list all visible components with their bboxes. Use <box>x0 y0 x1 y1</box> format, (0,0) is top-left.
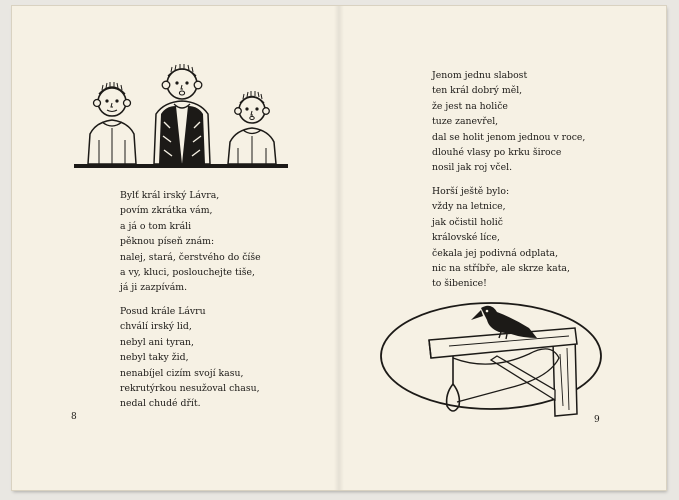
left-stanza-1 <box>120 188 261 296</box>
three-boys-illustration <box>72 56 292 176</box>
verse-line: Horší ještě bylo: <box>432 186 510 197</box>
verse-line: pěknou píseň znám: <box>120 236 215 248</box>
verse-line: Posud krále Lávru <box>120 306 206 317</box>
raven-gallows-illustration <box>379 298 609 418</box>
verse-line: že jest na holiče <box>432 100 508 112</box>
verse-line: dlouhé vlasy po krku široce <box>432 147 562 159</box>
verse-line: jak očistil holič <box>432 216 503 228</box>
verse-line: Bylť král irský Lávra, <box>120 190 220 201</box>
verse-line: vždy na letnice, <box>432 201 506 213</box>
right-page <box>339 6 666 490</box>
verse-line: čekala jej podivná odplata, <box>432 247 559 259</box>
verse-line: dal se holit jenom jednou v roce, <box>432 131 586 143</box>
right-boy-figure <box>228 91 276 164</box>
verse-line: a vy, kluci, poslouchejte tiše, <box>120 267 255 279</box>
verse-line: nic na stříbře, ale skrze kata, <box>432 263 570 275</box>
right-stanza-2 <box>432 184 570 292</box>
right-stanza-1 <box>432 68 585 176</box>
verse-line: to šibenice! <box>432 278 487 290</box>
verse-line: ten král dobrý měl, <box>432 85 523 97</box>
verse-line: nenabíjel cizím svojí kasu, <box>120 367 244 379</box>
verse-line: nedal chudé dřít. <box>120 398 201 410</box>
page-number-right: 9 <box>594 415 600 425</box>
page-number-left: 8 <box>71 412 77 422</box>
left-stanza-2 <box>120 304 260 412</box>
verse-line: Jenom jednu slabost <box>432 70 528 81</box>
verse-line: nebyl ani tyran, <box>120 336 194 348</box>
book-gutter <box>334 6 344 490</box>
verse-line: chválí irský lid, <box>120 321 192 333</box>
verse-line: já ji zazpívám. <box>120 282 188 294</box>
left-boy-figure <box>88 82 136 164</box>
middle-boy-figure <box>154 64 210 164</box>
left-page <box>12 6 339 490</box>
verse-line: tuze zanevřel, <box>432 116 499 128</box>
verse-line: královské líce, <box>432 232 500 244</box>
verse-line: rekrutýrkou nesužoval chasu, <box>120 383 260 395</box>
verse-line: nalej, stará, čerstvého do číše <box>120 251 261 263</box>
verse-line: a já o tom králi <box>120 220 192 232</box>
verse-line: nosil jak roj včel. <box>432 162 513 174</box>
book-spread <box>12 6 666 490</box>
verse-line: nebyl taky žid, <box>120 352 189 364</box>
verse-line: povím zkrátka vám, <box>120 205 213 217</box>
